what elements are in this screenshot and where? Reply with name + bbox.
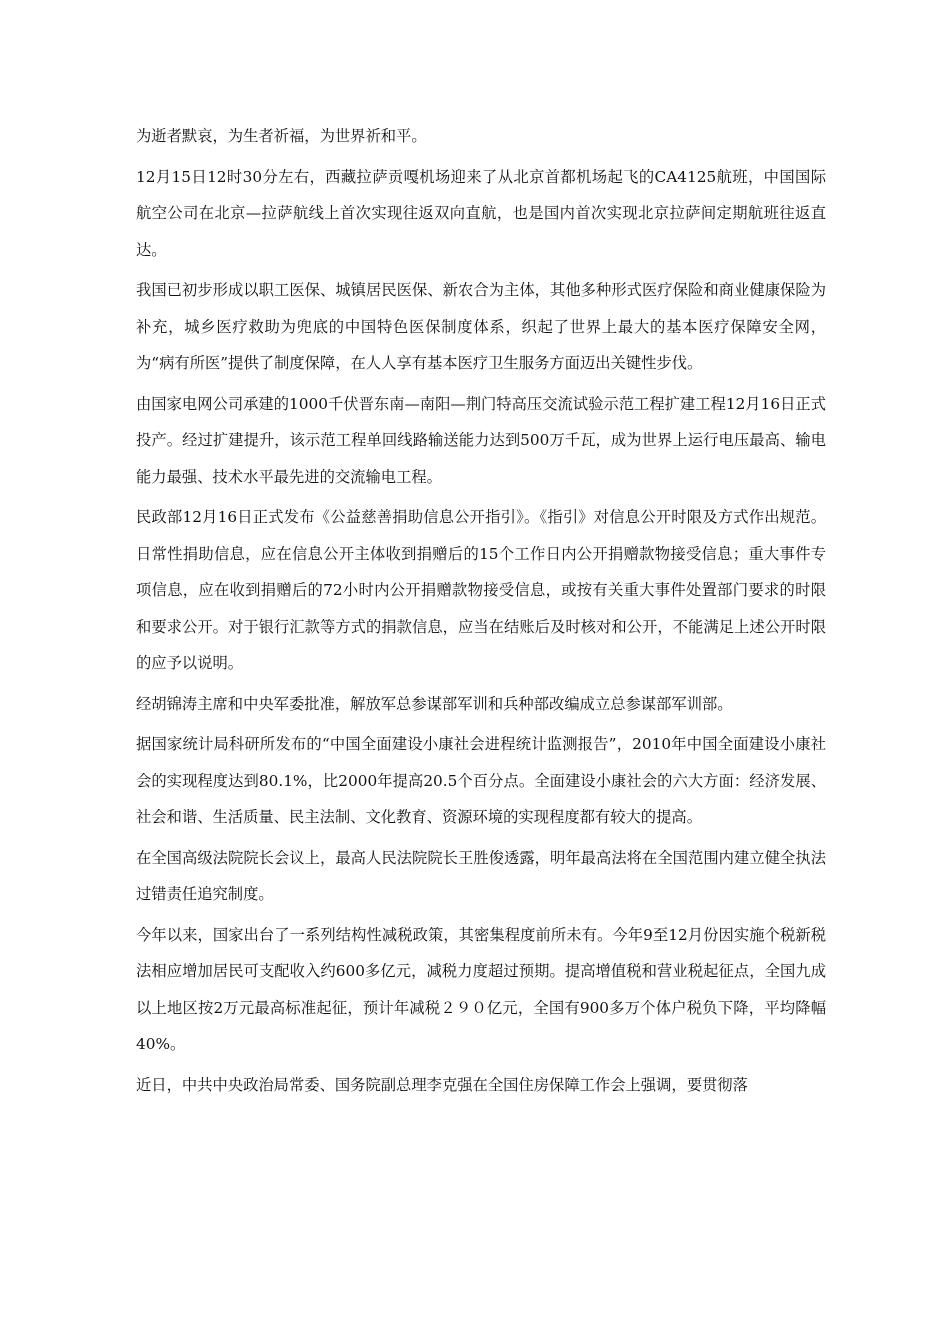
paragraph-xiaokang-report: 据国家统计局科研所发布的“中国全面建设小康社会进程统计监测报告”，2010年中国全面建设小康社会的实现程度达到80.1%，比2000年提高20.5个百分点。全面建设小康社会的六大方面：经济发展、社会和谐、生活质量、民主法制、文化教育、资源环境的实现程度都有较大的提高。: [136, 735, 826, 826]
paragraph-lhasa-flight: 12月15日12时30分左右，西藏拉萨贡嘎机场迎来了从北京首都机场起飞的CA4125航班，中国国际航空公司在北京—拉萨航线上首次实现往返双向直航，也是国内首次实现北京拉萨间定期航班往返直达。: [136, 167, 826, 259]
paragraph-court-accountability: 在全国高级法院院长会议上，最高人民法院院长王胜俊透露，明年最高法将在全国范围内建立健全执法过错责任追究制度。: [136, 848, 826, 903]
paragraph-charity-disclosure: 民政部12月16日正式发布《公益慈善捐助信息公开指引》。《指引》对信息公开时限及方式作出规范。日常性捐助信息，应在信息公开主体收到捐赠后的15个工作日内公开捐赠款物接受信息；重大事件专项信息，应在收到捐赠后的72小时内公开捐赠款物接受信息，或按有关重大事件处置部门要求的时限和要求公开。对于银行汇款等方式的捐款信息，应当在结账后及时核对和公开，不能满足上述公开时限的应予以说明。: [136, 508, 826, 672]
paragraph-housing-security: 近日，中共中央政治局常委、国务院副总理李克强在全国住房保障工作会上强调，要贯彻落: [136, 1075, 748, 1094]
paragraph-tax-cuts: 今年以来，国家出台了一系列结构性减税政策，其密集程度前所未有。今年9至12月份因实施个税新税法相应增加居民可支配收入约600多亿元，减税力度超过预期。提高增值税和营业税起征点，全国九成以上地区按2万元最高标准起征，预计年减税２９０亿元，全国有900多万个体户税负下降，平均降幅40%。: [136, 925, 826, 1053]
paragraph-military-reorg: 经胡锦涛主席和中央军委批准，解放军总参谋部军训和兵种部改编成立总参谋部军训部。: [136, 694, 733, 713]
paragraph-medical-insurance: 我国已初步形成以职工医保、城镇居民医保、新农合为主体，其他多种形式医疗保险和商业健康保险为补充，城乡医疗救助为兜底的中国特色医保制度体系，织起了世界上最大的基本医疗保障安全网，为“病有所医”提供了制度保障，在人人享有基本医疗卫生服务方面迈出关键性步伐。: [136, 281, 826, 372]
document-body: [136, 118, 826, 1107]
paragraph-prayer: 为逝者默哀，为生者祈福，为世界祈和平。: [136, 127, 427, 145]
paragraph-uhv-power: 由国家电网公司承建的1000千伏晋东南—南阳—荆门特高压交流试验示范工程扩建工程12月16日正式投产。经过扩建提升，该示范工程单回线路输送能力达到500万千瓦，成为世界上运行电压最高、输电能力最强、技术水平最先进的交流输电工程。: [136, 394, 826, 486]
